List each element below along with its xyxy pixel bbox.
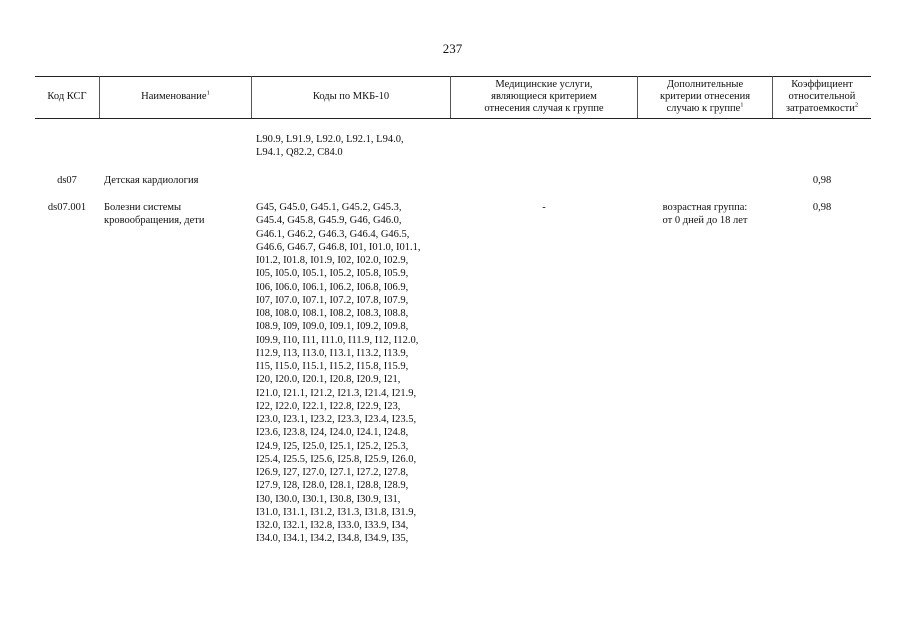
header-name xyxy=(100,76,251,118)
header-code-label: Код КСГ xyxy=(47,90,87,102)
row-coefficient: 0,98 xyxy=(812,202,832,213)
header-services xyxy=(451,76,637,118)
row-criteria: возрастная группа: от 0 дней до 18 лет xyxy=(662,202,748,227)
header-criteria xyxy=(638,76,772,118)
row-icd-codes: G45, G45.0, G45.1, G45.2, G45.3, G45.4, G45.8, G45.9, G46, G46.0, G46.1, G46.2, G46.3, G46.4, G46.5, G46.6, G46.7, G46.8, I01, I01.0, I01.1, I01.2, I01.8, I01.9, I02, I02.0, I02.9, I05, I05.0, I05.1, I05.2, I05.8, I05.9, I06, I06.0, I06.1, I06.2, I06.8, I06.9, I07, I07.0, I07.1, I07.2, I07.8, I07.9, I08, I08.0, I08.1, I08.2, I08.3, I08.8, I08.9, I09, I09.0, I09.1, I09.2, I09.8, I09.9, I10, I11, I11.0, I11.9, I12, I12.0, I12.9, I13, I13.0, I13.1, I13.2, I13.9, I15, I15.0, I15.1, I15.2, I15.8, I15.9, I20, I20.0, I20.1, I20.8, I20.9, I21, I21.0, I21.1, I21.2, I21.3, I21.4, I21.9, I22, I22.0, I22.1, I22.8, I22.9, I23, I23.0, I23.1, I23.2, I23.3, I23.4, I23.5, I23.6, I23.8, I24, I24.0, I24.1, I24.8, I24.9, I25, I25.0, I25.1, I25.2, I25.3, I25.4, I25.5, I25.6, I25.8, I25.9, I26.0, I26.9, I27, I27.0, I27.1, I27.2, I27.8, I27.9, I28, I28.0, I28.1, I28.8, I28.9, I30, I30.0, I30.1, I30.8, I30.9, I31, I31.0, I31.1, I31.2, I31.3, I31.8, I31.9, I32.0, I32.1, I32.8, I33.0, I33.9, I34, I34.0, I34.1, I34.2, I34.8, I34.9, I35, xyxy=(256,202,421,545)
header-name-label xyxy=(141,91,210,103)
header-icd-label: Коды по МКБ-10 xyxy=(312,90,390,102)
header-criteria-footnote: 1 xyxy=(740,101,744,109)
header-coefficient-footnote: 2 xyxy=(854,101,859,109)
header-icd xyxy=(252,76,450,118)
row-name: Детская кардиология xyxy=(104,175,199,186)
continuation-icd-codes: L90.9, L91.9, L92.0, L92.1, L94.0, L94.1, Q82.2, C84.0 xyxy=(256,134,404,159)
header-criteria-label xyxy=(660,79,750,116)
header-coefficient-text: Коэффициент относительной затратоемкости xyxy=(785,78,856,115)
row-code: ds07.001 xyxy=(47,202,87,213)
row-name: Болезни системы кровообращения, дети xyxy=(104,202,205,227)
header-coefficient xyxy=(773,76,871,118)
page-number: 237 xyxy=(442,41,463,56)
header-bottom-rule xyxy=(35,118,871,119)
row-code: ds07 xyxy=(57,175,77,186)
header-name-text: Наименование xyxy=(141,90,207,102)
row-services: - xyxy=(542,202,546,213)
row-coefficient: 0,98 xyxy=(812,175,832,186)
header-services-label: Медицинские услуги, являющиеся критерием отнесения случая к группе xyxy=(484,78,604,115)
header-criteria-text: Дополнительные критерии отнесения случаю к группе xyxy=(659,78,751,115)
header-code xyxy=(35,76,99,118)
header-coefficient-label xyxy=(786,79,858,116)
header-name-footnote: 1 xyxy=(206,89,210,97)
